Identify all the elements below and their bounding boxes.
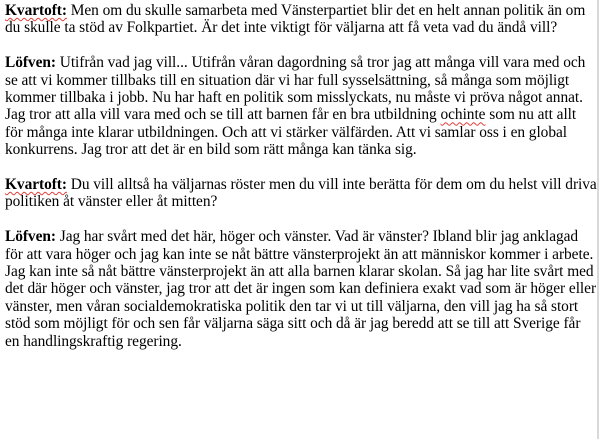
speaker-name: Kvartoft: [5, 2, 67, 19]
speaker-name: Löfven: [5, 54, 56, 72]
speaker-name: Kvartoft: [5, 176, 67, 194]
paragraph-text: Men om du skulle samarbeta med Vänsterpartiet blir det en helt annan politik än om du skulle ta stöd av Folkpartiet. Är det inte viktigt för väljarna att få veta vad du ändå vill? [5, 2, 586, 37]
paragraph-text: Du vill alltså ha väljarnas röster men du vill inte berätta för dem om du helst vill driva politiken åt vänster eller åt mitten? [5, 176, 597, 211]
paragraph-text-continued: som nu att allt för många inte klarar utbildningen. Och att vi stärker välfärden. Att vi samlar oss i en global konkurrens. Jag tror att det är en bild som rätt många kan tänka sig. [5, 106, 577, 159]
paragraph-text: Utifrån vad jag vill... Utifrån våran dagordning så tror jag att många vill vara med och se att vi kommer tillbaks till en situation där vi har full sysselsättning, så många som möjligt kommer tillbaka i jobb. Nu har haft en politik som misslyckats, nu måste vi pröva något annat. Jag tror att alla vill vara med och se till att barnen får en bra utbildning [5, 54, 586, 124]
paragraph-text: Jag har svårt med det här, höger och vänster. Vad är vänster? Ibland blir jag anklagad för att vara höger och jag kan inte se nåt bättre vänsterprojekt än att människor kommer i arbete. Jag kan inte så nåt bättre vänsterprojekt än att alla barnen klarar skolan. Så jag har lite svårt med det där höger och vänster, jag tror att det är ingen som kan definiera exakt vad som är höger eller vänster, men våran socialdemokratiska politik den tar vi ut till väljarna, den vill jag ha så stort stöd som möjligt för och sen får väljarna säga sitt och då är jag beredd att se till att Sverige får en handlingskraftig regering. [5, 228, 597, 350]
dialogue-paragraph-4 [5, 228, 597, 350]
dialogue-paragraph-3 [5, 176, 597, 211]
dialogue-paragraph-1 [5, 2, 597, 37]
dialogue-paragraph-2 [5, 54, 597, 158]
speaker-name: Löfven: [5, 228, 56, 246]
document-body [5, 2, 597, 367]
misspelled-word[interactable]: ochinte [440, 106, 486, 124]
